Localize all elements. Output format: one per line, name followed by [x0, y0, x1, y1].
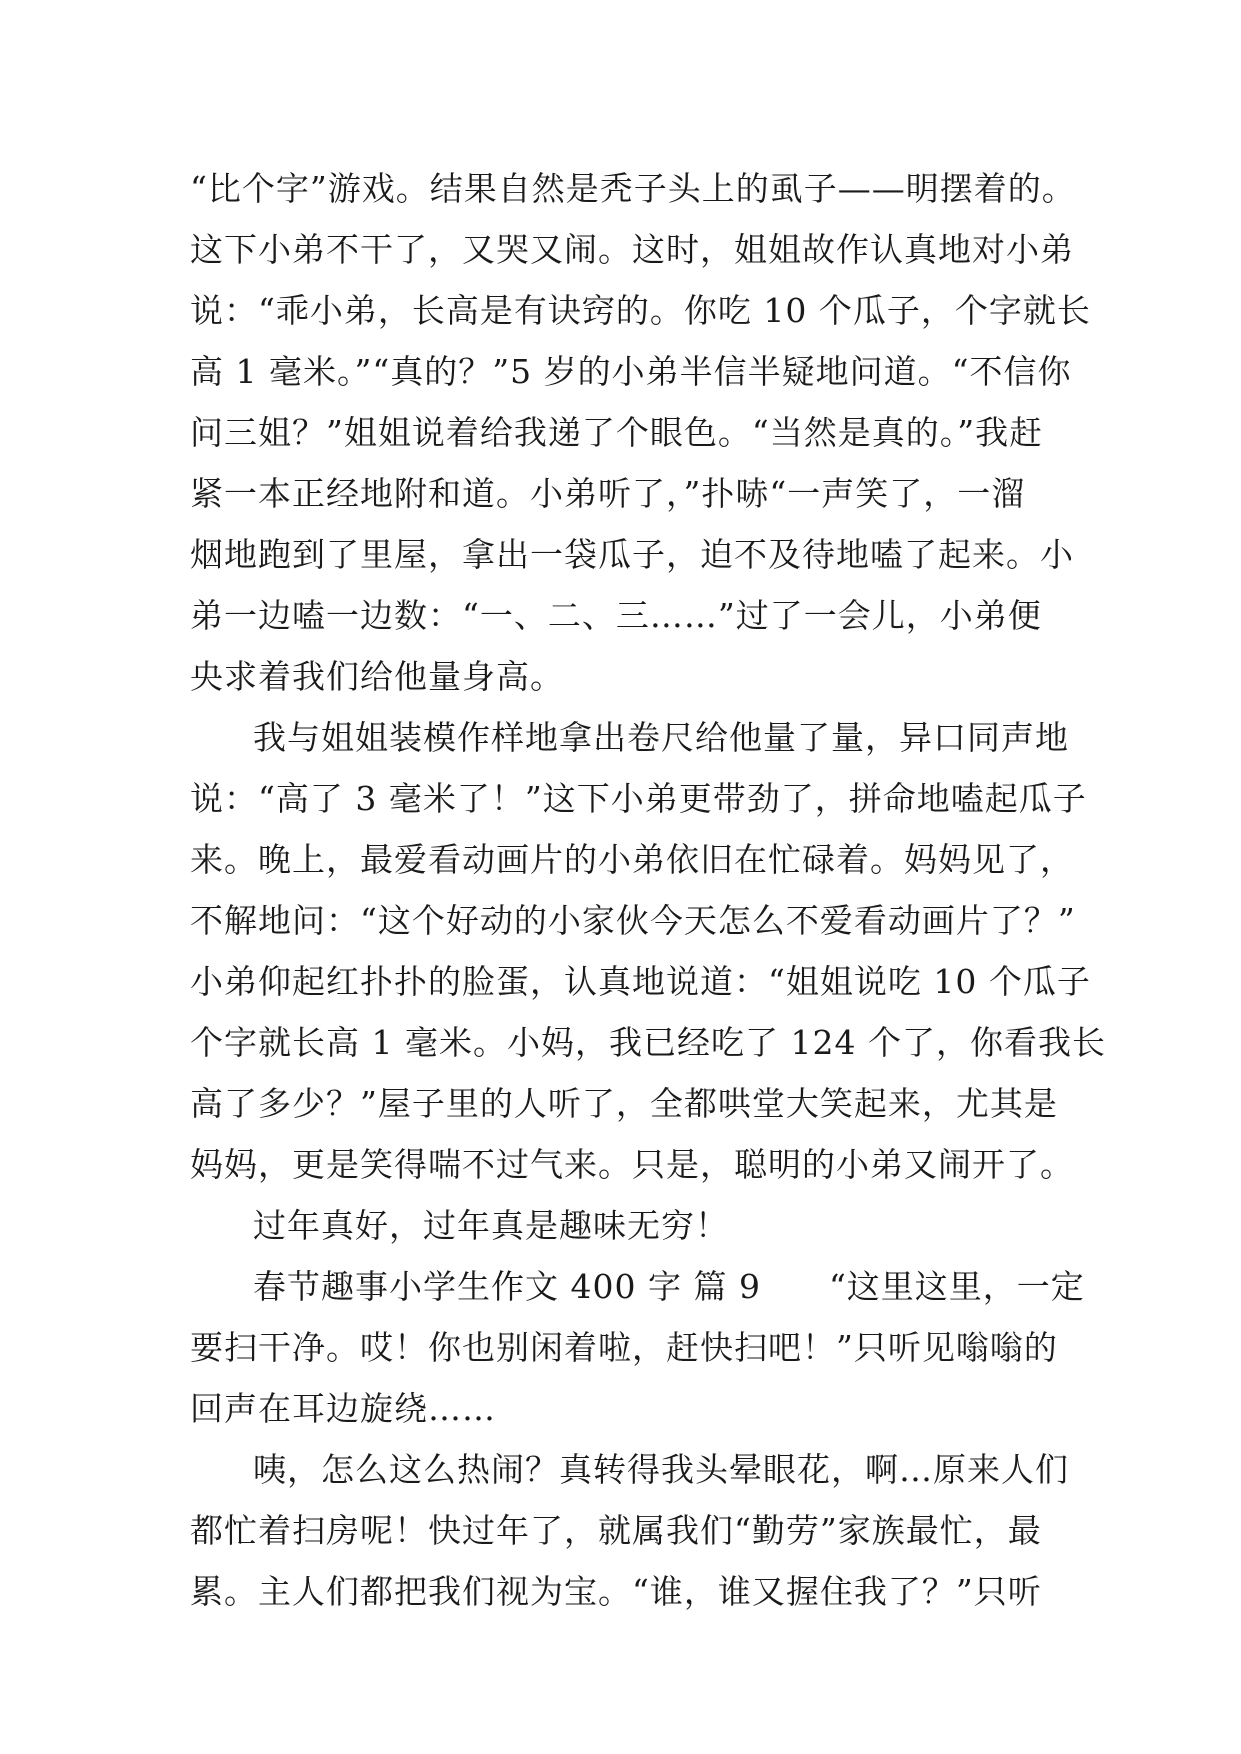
- text-line: 这下小弟不干了，又哭又闹。这时，姐姐故作认真地对小弟: [190, 230, 1074, 269]
- paragraph-first-line: 咦，怎么这么热闹？真转得我头晕眼花，啊…原来人们: [253, 1450, 1069, 1489]
- text-line: 高了多少？”屋子里的人听了，全都哄堂大笑起来，尤其是: [190, 1084, 1058, 1123]
- text-line: 说：“高了 3 毫米了！”这下小弟更带劲了，拼命地嗑起瓜子: [190, 779, 1087, 818]
- body-text: [190, 158, 1106, 1622]
- text-line: 小弟仰起红扑扑的脸蛋，认真地说道：“姐姐说吃 10 个瓜子: [190, 962, 1091, 1001]
- text-line: 烟地跑到了里屋，拿出一袋瓜子，迫不及待地嗑了起来。小: [190, 535, 1074, 574]
- text-line: “比个字”游戏。结果自然是秃子头上的虱子——明摆着的。: [190, 169, 1076, 208]
- text-line: 回声在耳边旋绕……: [190, 1389, 496, 1428]
- text-line: 说：“乖小弟，长高是有诀窍的。你吃 10 个瓜子，个字就长: [190, 291, 1091, 330]
- text-line: 个字就长高 1 毫米。小妈，我已经吃了 124 个了，你看我长: [190, 1023, 1106, 1062]
- paragraph-first-line: 我与姐姐装模作样地拿出卷尺给他量了量，异口同声地: [253, 718, 1069, 757]
- text-line: 央求着我们给他量身高。: [190, 657, 564, 696]
- essay-heading-line: 春节趣事小学生作文 400 字 篇 9 “这里这里，一定: [253, 1267, 1085, 1306]
- paragraph-first-line: 过年真好，过年真是趣味无穷！: [253, 1206, 729, 1245]
- text-line: 不解地问：“这个好动的小家伙今天怎么不爱看动画片了？”: [190, 901, 1076, 940]
- text-line: 弟一边嗑一边数：“一、二、三……”过了一会儿，小弟便: [190, 596, 1042, 635]
- text-line: 都忙着扫房呢！快过年了，就属我们“勤劳”家族最忙，最: [190, 1511, 1042, 1550]
- text-line: 来。晚上，最爱看动画片的小弟依旧在忙碌着。妈妈见了，: [190, 840, 1074, 879]
- text-line: 要扫干净。哎！你也别闲着啦，赶快扫吧！”只听见嗡嗡的: [190, 1328, 1058, 1367]
- text-line: 累。主人们都把我们视为宝。“谁，谁又握住我了？”只听: [190, 1572, 1042, 1611]
- text-line: 问三姐？”姐姐说着给我递了个眼色。“当然是真的。”我赶: [190, 413, 1044, 452]
- text-line: 妈妈，更是笑得喘不过气来。只是，聪明的小弟又闹开了。: [190, 1145, 1074, 1184]
- text-line: 紧一本正经地附和道。小弟听了，”扑哧“一声笑了，一溜: [190, 474, 1026, 513]
- text-line: 高 1 毫米。”“真的？”5 岁的小弟半信半疑地问道。“不信你: [190, 352, 1072, 391]
